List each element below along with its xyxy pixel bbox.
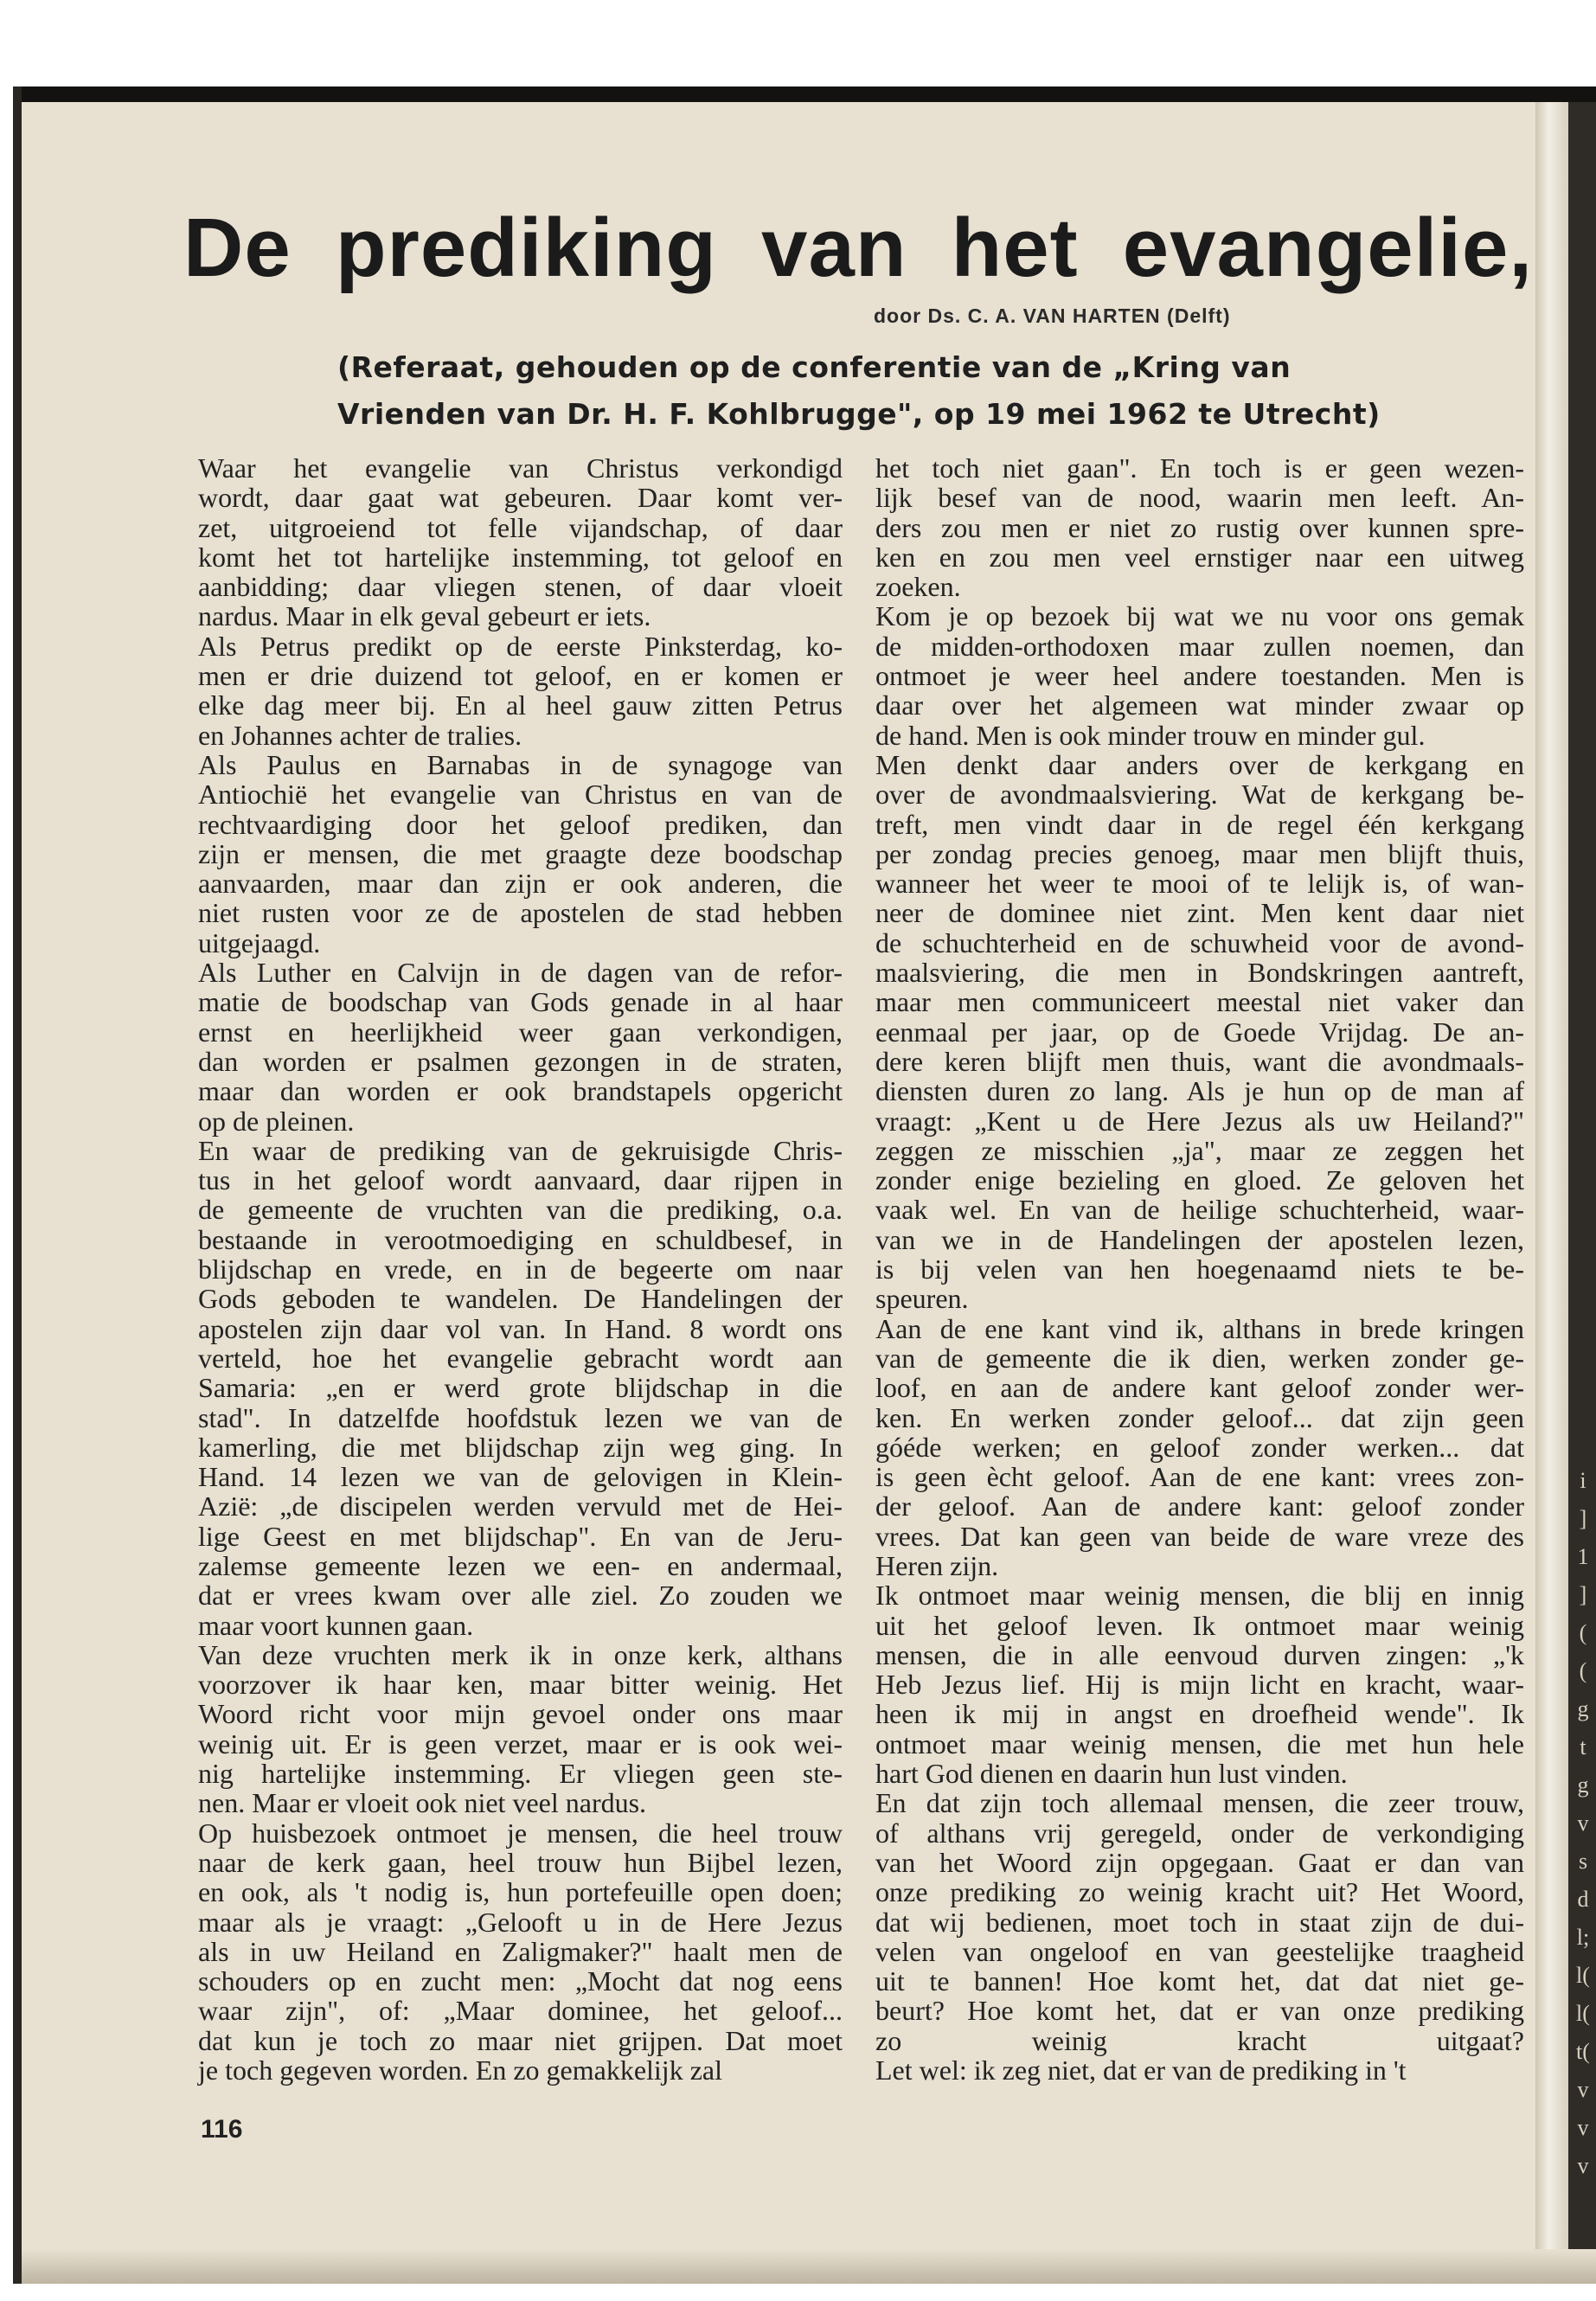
text-line: men er drie duizend tot geloof, en er komen er — [198, 660, 843, 692]
text-line: vrees. Dat kan geen van beide de ware vreze des — [875, 1520, 1524, 1552]
text-line: Waar het evangelie van Christus verkondigd — [198, 452, 843, 484]
text-line: ernst en heerlijkheid weer gaan verkondigen, — [198, 1016, 843, 1048]
subtitle-line: Vrienden van Dr. H. F. Kohlbrugge", op 19 mei 1962 te Utrecht) — [337, 397, 1381, 431]
text-line: de midden-orthodoxen maar zullen noemen, dan — [875, 630, 1524, 662]
text-line: neer de dominee niet zint. Men kent daar niet — [875, 897, 1524, 929]
text-line: Op huisbezoek ontmoet je mensen, die heel trouw — [198, 1817, 843, 1849]
title-word: van — [761, 202, 907, 294]
text-line: En dat zijn toch allemaal mensen, die zeer trouw, — [875, 1787, 1524, 1819]
text-line: zoeken. — [875, 571, 961, 603]
margin-glyph: l( — [1576, 1963, 1590, 1988]
text-line: Kom je op bezoek bij wat we nu voor ons gemak — [875, 600, 1524, 632]
margin-glyph: ] — [1579, 1506, 1587, 1531]
margin-glyph: ( — [1579, 1658, 1587, 1683]
text-line: ken en zou men veel ernstiger naar een uitweg — [875, 541, 1524, 573]
text-line: Samaria: „en er werd grote blijdschap in die — [198, 1372, 843, 1404]
title-word: prediking — [335, 202, 717, 294]
text-line: hart God dienen en daarin hun lust vinden. — [875, 1758, 1348, 1790]
text-line: zalemse gemeente lezen we een- en andermaal, — [198, 1549, 843, 1581]
text-line: Ik ontmoet maar weinig mensen, die blij en innig — [875, 1580, 1524, 1612]
text-line: velen van ongeloof en van geestelijke traagheid — [875, 1935, 1524, 1967]
page-number: 116 — [201, 2115, 243, 2144]
text-line: nig hartelijke instemming. Er vliegen geen ste- — [198, 1758, 843, 1790]
text-line: maalsviering, die men in Bondskringen aantreft, — [875, 957, 1524, 989]
text-line: maar voort kunnen gaan. — [198, 1609, 474, 1641]
text-line: lige Geest en met blijdschap". En van de Jeru- — [198, 1520, 843, 1552]
text-line: van het Woord zijn opgegaan. Gaat er dan van — [875, 1846, 1524, 1878]
text-line: ders zou men er niet zo rustig over kunnen spre- — [875, 511, 1524, 543]
margin-glyph: d — [1577, 1887, 1589, 1912]
title-word: De — [183, 202, 292, 294]
text-line: beurt? Hoe komt het, dat er van onze prediking — [875, 1995, 1524, 2027]
margin-glyph: v — [1577, 2153, 1589, 2178]
title-word: evangelie, — [1122, 202, 1533, 294]
text-line: Hand. 14 lezen we van de gelovigen in Klein- — [198, 1461, 843, 1493]
text-line: komt het tot hartelijke instemming, tot geloof en — [198, 541, 843, 573]
scan-border-left — [13, 87, 22, 2284]
text-line: lijk besef van de nood, waarin men leeft. An- — [875, 482, 1524, 514]
author-byline: door Ds. C. A. VAN HARTEN (Delft) — [874, 304, 1231, 327]
text-line: treft, men vindt daar in de regel één kerkgang — [875, 808, 1524, 840]
text-line: dat kun je toch zo maar niet grijpen. Dat moet — [198, 2024, 843, 2056]
text-line: Gods geboden te wandelen. De Handelingen der — [198, 1283, 843, 1315]
margin-glyph: g — [1577, 1772, 1589, 1798]
text-line: der geloof. Aan de andere kant: geloof zonder — [875, 1490, 1524, 1522]
text-line: verteld, hoe het evangelie gebracht wordt aan — [198, 1342, 843, 1374]
text-line: zeggen ze misschien „ja", maar ze zeggen het — [875, 1134, 1524, 1166]
text-line: wanneer het weer te mooi of te lelijk is, of wan- — [875, 868, 1524, 900]
text-line: blijdschap en vrede, en in de begeerte om naar — [198, 1253, 843, 1285]
text-line: op de pleinen. — [198, 1105, 355, 1137]
text-line: is bij velen van hen hoegenaamd niets te be- — [875, 1253, 1524, 1285]
text-line: aanvaarden, maar dan zijn er ook anderen, die — [198, 868, 843, 900]
text-line: Als Petrus predikt op de eerste Pinksterdag, ko- — [198, 630, 843, 662]
text-line: de hand. Men is ook minder trouw en minder gul. — [875, 719, 1426, 751]
text-line: de schuchterheid en de schuwheid voor de avond- — [875, 926, 1524, 958]
text-line: de gemeente de vruchten van die prediking, o.a. — [198, 1194, 843, 1226]
text-line: Heren zijn. — [875, 1549, 999, 1581]
text-line: als in uw Heiland en Zaligmaker?" haalt men de — [198, 1935, 843, 1967]
margin-glyph: 1 — [1577, 1544, 1589, 1569]
margin-glyph: v — [1577, 2077, 1589, 2102]
text-line: vaak wel. En van de heilige schuchterheid, waar- — [875, 1194, 1524, 1226]
text-line: kamerling, die met blijdschap zijn weg ging. In — [198, 1431, 843, 1463]
text-line: dan worden er psalmen gezongen in de straten, — [198, 1045, 843, 1077]
text-line: En waar de prediking van de gekruisigde Chris- — [198, 1134, 843, 1166]
margin-glyph: l; — [1576, 1925, 1590, 1950]
text-line: uit te bannen! Hoe komt het, dat dat niet ge- — [875, 1965, 1524, 1997]
text-line: Antiochië het evangelie van Christus en van de — [198, 779, 843, 811]
text-line: góéde werken; en geloof zonder werken... dat — [875, 1431, 1524, 1463]
text-line: wordt, daar gaat wat gebeuren. Daar komt ver- — [198, 482, 843, 514]
text-line: elke dag meer bij. En al heel gauw zitten Petrus — [198, 689, 843, 721]
text-line: speuren. — [875, 1283, 969, 1315]
text-line: zo weinig kracht uitgaat? — [875, 2024, 1524, 2056]
margin-glyph: ( — [1579, 1620, 1587, 1645]
text-line: zet, uitgroeiend tot felle vijandschap, of daar — [198, 511, 843, 543]
text-line: ontmoet je weer heel andere toestanden. Men is — [875, 660, 1524, 692]
text-line: vraagt: „Kent u de Here Jezus als uw Heiland?" — [875, 1105, 1524, 1137]
text-line: en Johannes achter de tralies. — [198, 719, 522, 751]
text-line: en ook, als 't nodig is, hun portefeuille open doen; — [198, 1876, 843, 1908]
scan-border-top — [13, 87, 1596, 102]
text-line: Aan de ene kant vind ik, althans in brede kringen — [875, 1312, 1524, 1344]
text-line: Let wel: ik zeg niet, dat er van de prediking in 't — [875, 2054, 1407, 2086]
subtitle-line: (Referaat, gehouden op de conferentie van de „Kring van — [337, 350, 1292, 384]
text-line: je toch gegeven worden. En zo gemakkelijk zal — [198, 2054, 722, 2086]
text-line: ken. En werken zonder geloof... dat zijn geen — [875, 1401, 1524, 1433]
text-line: schouders op en zucht men: „Mocht dat nog eens — [198, 1965, 843, 1997]
text-line: dat er vrees kwam over alle ziel. Zo zouden we — [198, 1580, 843, 1612]
text-line: Woord richt voor mijn gevoel onder ons maar — [198, 1698, 843, 1730]
text-line: eenmaal per jaar, op de Goede Vrijdag. De an- — [875, 1016, 1524, 1048]
text-line: rechtvaardiging door het geloof prediken, dan — [198, 808, 843, 840]
title-word: het — [951, 202, 1079, 294]
margin-glyph: v — [1577, 1811, 1589, 1836]
text-line: uitgejaagd. — [198, 926, 321, 958]
text-line: heen ik mij in angst en droefheid wende". Ik — [875, 1698, 1524, 1730]
text-line: Azië: „de discipelen werden vervuld met de Hei- — [198, 1490, 843, 1522]
text-line: uit het geloof leven. Ik ontmoet maar weinig — [875, 1609, 1524, 1641]
margin-glyph: g — [1577, 1696, 1589, 1721]
text-line: van de gemeente die ik dien, werken zonder ge- — [875, 1342, 1524, 1374]
text-line: of althans vrij geregeld, onder de verkondiging — [875, 1817, 1524, 1849]
text-line: niet rusten voor ze de apostelen de stad hebben — [198, 897, 843, 929]
article-subtitle — [337, 344, 1381, 438]
text-line: naar de kerk gaan, heel trouw hun Bijbel lezen, — [198, 1846, 843, 1878]
text-line: over de avondmaalsviering. Wat de kerkgang be- — [875, 779, 1524, 811]
margin-glyph: ] — [1579, 1582, 1587, 1607]
text-line: mensen, die in alle eenvoud durven zingen: „'k — [875, 1638, 1524, 1670]
body-column-left — [198, 453, 843, 2085]
text-line: het toch niet gaan". En toch is er geen wezen- — [875, 452, 1524, 484]
text-line: maar als je vraagt: „Gelooft u in de Here Jezus — [198, 1906, 843, 1938]
page-bottom-edge — [22, 2249, 1596, 2284]
margin-glyph: s — [1578, 1849, 1588, 1874]
text-line: Als Luther en Calvijn in de dagen van de refor- — [198, 957, 843, 989]
adjacent-page-margin — [1570, 1462, 1596, 2185]
text-line: onze prediking zo weinig kracht uit? Het Woord, — [875, 1876, 1524, 1908]
text-line: nardus. Maar in elk geval gebeurt er iets. — [198, 600, 651, 632]
text-line: aanbidding; daar vliegen stenen, of daar vloeit — [198, 571, 843, 603]
article-title — [183, 201, 1533, 296]
text-line: diensten duren zo lang. Als je hun op de man af — [875, 1075, 1524, 1107]
body-column-right — [875, 453, 1524, 2085]
margin-glyph: t — [1580, 1734, 1586, 1759]
text-line: ontmoet maar weinig mensen, die met hun hele — [875, 1727, 1524, 1759]
margin-glyph: v — [1577, 2115, 1589, 2140]
text-line: loof, en aan de andere kant geloof zonder wer- — [875, 1372, 1524, 1404]
text-line: weinig uit. Er is geen verzet, maar er is ook wei- — [198, 1727, 843, 1759]
margin-glyph: l( — [1576, 2001, 1590, 2026]
margin-glyph: i — [1580, 1468, 1586, 1493]
text-line: tus in het geloof wordt aanvaard, daar rijpen in — [198, 1164, 843, 1196]
text-line: stad". In datzelfde hoofdstuk lezen we van de — [198, 1401, 843, 1433]
text-line: van we in de Handelingen der apostelen lezen, — [875, 1223, 1524, 1255]
text-line: voorzover ik haar ken, maar bitter weinig. Het — [198, 1669, 843, 1701]
text-line: Heb Jezus lief. Hij is mijn licht en kracht, waar- — [875, 1669, 1524, 1701]
text-line: matie de boodschap van Gods genade in al haar — [198, 986, 843, 1018]
text-line: maar dan worden er ook brandstapels opgericht — [198, 1075, 843, 1107]
text-line: nen. Maar er vloeit ook niet veel nardus. — [198, 1787, 647, 1819]
text-line: is geen ècht geloof. Aan de ene kant: vrees zon- — [875, 1461, 1524, 1493]
margin-glyph: t( — [1576, 2039, 1590, 2064]
text-line: waar zijn", of: „Maar dominee, het geloof... — [198, 1995, 843, 2027]
text-line: apostelen zijn daar vol van. In Hand. 8 wordt ons — [198, 1312, 843, 1344]
text-line: Men denkt daar anders over de kerkgang en — [875, 748, 1524, 780]
text-line: dere keren blijft men thuis, want die avondmaals- — [875, 1045, 1524, 1077]
text-line: maar men communiceert meestal niet vaker dan — [875, 986, 1524, 1018]
text-line: Van deze vruchten merk ik in onze kerk, althans — [198, 1638, 843, 1670]
text-line: daar over het algemeen wat minder zwaar op — [875, 689, 1524, 721]
page-edge — [1535, 102, 1568, 2282]
text-line: Als Paulus en Barnabas in de synagoge van — [198, 748, 843, 780]
text-line: zijn er mensen, die met graagte deze boodschap — [198, 837, 843, 869]
text-line: zonder enige bezieling en gloed. Ze geloven het — [875, 1164, 1524, 1196]
text-line: dat wij bedienen, moet toch in staat zijn de dui- — [875, 1906, 1524, 1938]
text-line: per zondag precies genoeg, maar men blijft thuis, — [875, 837, 1524, 869]
text-line: bestaande in verootmoediging en schuldbesef, in — [198, 1223, 843, 1255]
